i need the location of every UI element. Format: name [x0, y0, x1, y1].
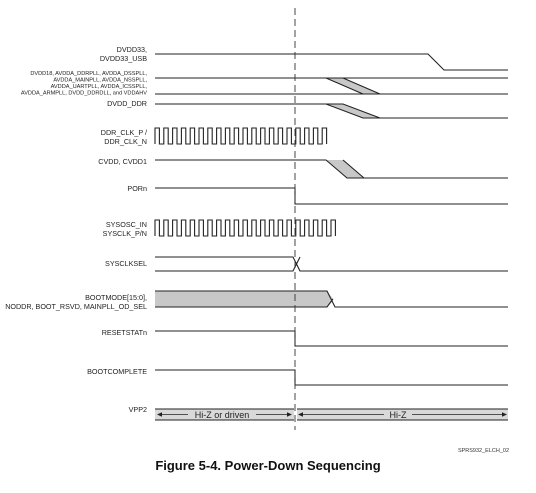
vpp2-zone-label-after: Hi-Z: [389, 410, 407, 420]
label-resetstatn: RESETSTATn: [101, 328, 147, 337]
wave-resetstatn: [155, 331, 508, 346]
label-bootcomplete: BOOTCOMPLETE: [87, 367, 147, 376]
ramp-shade-dvdd18: [326, 78, 380, 94]
label-porn: PORn: [127, 184, 147, 193]
label-vpp2: VPP2: [128, 405, 147, 414]
wave-cvdd: [155, 160, 508, 178]
label-dvdd18-line4: AVDDA_ARMPLL, DVDD_DDRDLL, and VDDAHV: [20, 90, 147, 97]
wave-dvdd-ddr: [155, 104, 508, 118]
wave-sysosc: [155, 220, 335, 236]
vpp2-zones: [155, 409, 508, 420]
wave-porn: [155, 188, 508, 204]
label-bootmode-line1: BOOTMODE[15:0],: [85, 293, 147, 302]
figure-caption: Figure 5-4. Power-Down Sequencing: [155, 458, 381, 473]
label-sysosc-line1: SYSOSC_IN: [105, 220, 147, 229]
vpp2-zone-label-before: Hi-Z or driven: [194, 410, 250, 420]
label-sysclksel: SYSCLKSEL: [105, 259, 147, 268]
label-dvdd18-line2: AVDDA_MAINPLL, AVDDA_NSSPLL,: [53, 77, 147, 84]
wave-sysclksel: [155, 257, 508, 271]
label-dvdd-ddr: DVDD_DDR: [107, 99, 147, 108]
signal-labels: [5, 45, 147, 414]
label-ddr-clk-line2: DDR_CLK_N: [104, 137, 147, 146]
wave-bootcomplete: [155, 370, 508, 385]
wave-ddr-clk: [155, 128, 327, 144]
wave-sysclksel-low-left: [155, 257, 300, 271]
label-ddr-clk-line1: DDR_CLK_P /: [100, 128, 147, 137]
label-dvdd18-line1: DVDD18, AVDDA_DDRPLL, AVDDA_DSSPLL,: [30, 71, 147, 77]
wave-bootmode: [155, 291, 508, 307]
wave-dvdd18: [155, 78, 508, 94]
label-dvdd18-line3: AVDDA_UARTPLL, AVDDA_ICSSPLL,: [50, 84, 147, 90]
label-sysosc-line2: SYSCLK_P/N: [102, 229, 147, 238]
figure-reference-code: SPRS932_ELCH_02: [457, 448, 509, 454]
wave-dvdd33: [155, 54, 508, 70]
wave-sysclksel-line: [155, 257, 508, 271]
wave-dvdd-ddr-line: [155, 104, 508, 118]
ramp-shade-cvdd: [326, 160, 364, 178]
label-dvdd33-line2: DVDD33_USB: [99, 54, 147, 63]
bus-shade-bootmode: [155, 291, 333, 307]
ramp-shade-dvdd-ddr: [326, 104, 380, 118]
label-dvdd33-line1: DVDD33,: [116, 45, 147, 54]
label-bootmode-line2: NODDR, BOOT_RSVD, MAINPLL_OD_SEL: [5, 302, 147, 311]
label-cvdd: CVDD, CVDD1: [98, 157, 147, 166]
